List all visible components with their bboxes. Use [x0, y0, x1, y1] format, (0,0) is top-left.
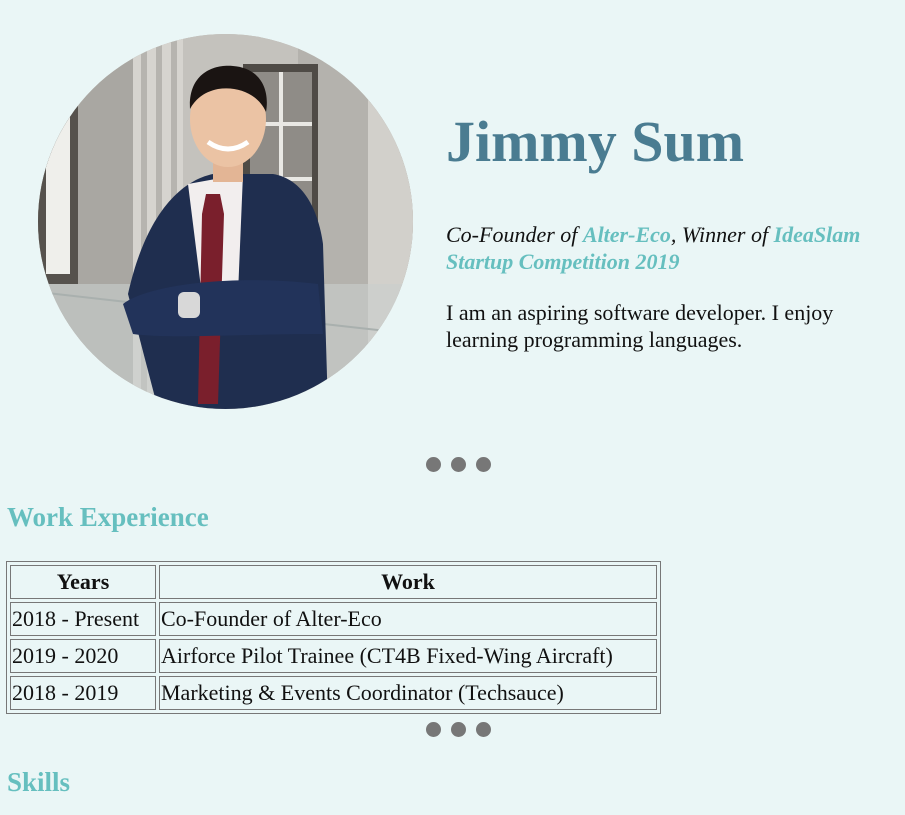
table-cell-work: Marketing & Events Coordinator (Techsauce) [159, 676, 657, 710]
table-header-row [10, 565, 657, 599]
divider-dot [476, 457, 491, 472]
table-cell-work: Airforce Pilot Trainee (CT4B Fixed-Wing Aircraft) [159, 639, 657, 673]
work-experience-heading: Work Experience [7, 502, 209, 532]
column-header-work: Work [159, 565, 657, 599]
table-cell-years: 2018 - 2019 [10, 676, 156, 710]
section-divider-dots [426, 457, 491, 472]
profile-photo-illustration [38, 34, 413, 409]
skills-heading: Skills [7, 767, 71, 797]
column-header-years: Years [10, 565, 156, 599]
table-cell-years: 2018 - Present [10, 602, 156, 636]
divider-dot [451, 722, 466, 737]
divider-dot [426, 457, 441, 472]
tagline-prefix: Co-Founder of [446, 222, 583, 247]
divider-dot [476, 722, 491, 737]
profile-photo [38, 34, 413, 409]
page-title: Jimmy Sum [446, 109, 745, 174]
table-cell-work: Co-Founder of Alter-Eco [159, 602, 657, 636]
table-cell-years: 2019 - 2020 [10, 639, 156, 673]
section-divider-dots [426, 722, 491, 737]
award-name: IdeaSlam Startup Competition 2019 [446, 222, 861, 274]
tagline-middle: , Winner of [670, 222, 774, 247]
company-name: Alter-Eco [582, 222, 671, 247]
table-row [10, 602, 657, 636]
divider-dot [451, 457, 466, 472]
divider-dot [426, 722, 441, 737]
tagline [446, 221, 886, 275]
table-row [10, 676, 657, 710]
work-experience-table [6, 561, 661, 714]
bio-text: I am an aspiring software developer. I enjoy learning programming languages. [446, 300, 834, 352]
table-row [10, 639, 657, 673]
